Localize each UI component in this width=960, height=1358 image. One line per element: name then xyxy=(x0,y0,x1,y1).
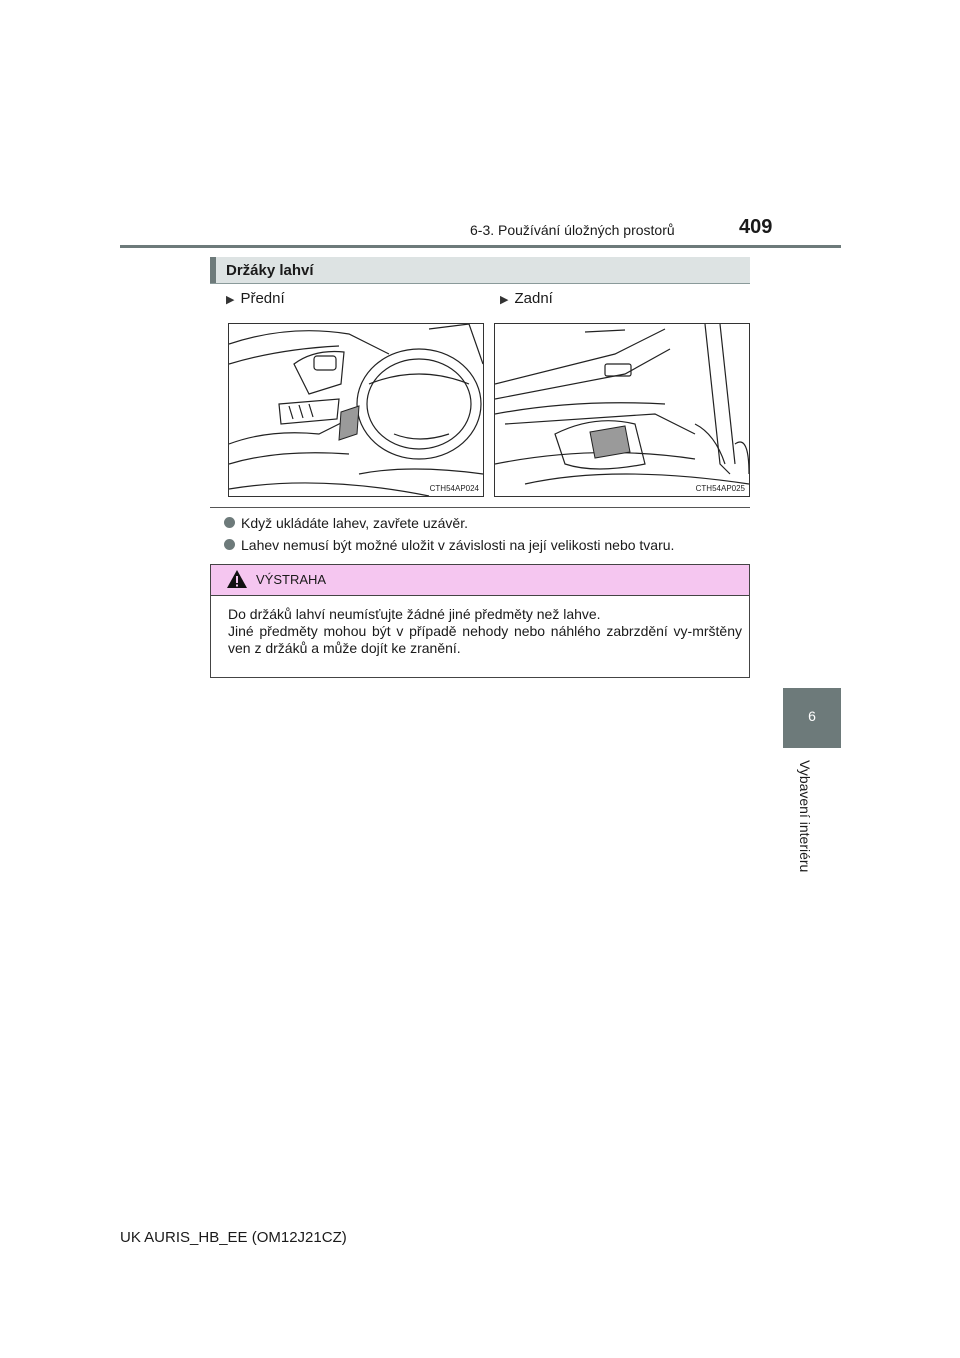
figure-divider xyxy=(210,507,750,508)
front-door-illustration xyxy=(229,324,483,496)
section-heading-bar xyxy=(210,257,216,283)
triangle-bullet-icon: ▶ xyxy=(226,294,235,306)
section-heading-text: Držáky lahví xyxy=(226,262,314,279)
figure-label-rear: ▶ Zadní xyxy=(500,290,553,307)
warning-title: VÝSTRAHA xyxy=(256,572,327,587)
bullet-dot-icon xyxy=(224,539,235,550)
warning-text: Do držáků lahví neumísťujte žádné jiné předměty než lahve. Jiné předměty mohou být v případě nehody nebo náhlého zabrzdění vy-mrštěny ven z držáků a může dojít ke zranění. xyxy=(228,606,742,656)
chapter-title: Vybavení interiéru xyxy=(797,760,813,873)
figure-rear-bottle-holder xyxy=(494,323,750,497)
figure-code: CTH54AP025 xyxy=(695,484,745,493)
bullet-dot-icon xyxy=(224,517,235,528)
header-section-title: 6-3. Používání úložných prostorů xyxy=(470,222,675,238)
warning-header xyxy=(211,565,749,596)
header-divider xyxy=(120,245,841,248)
chapter-tab: 6 xyxy=(783,688,841,748)
bullet-item: Když ukládáte lahev, zavřete uzávěr. xyxy=(224,515,468,531)
footer-document-code: UK AURIS_HB_EE (OM12J21CZ) xyxy=(120,1229,347,1246)
page-number: 409 xyxy=(739,216,773,238)
section-heading xyxy=(210,257,750,284)
figure-front-bottle-holder xyxy=(228,323,484,497)
warning-box xyxy=(210,564,750,678)
triangle-bullet-icon: ▶ xyxy=(500,294,509,306)
figure-code: CTH54AP024 xyxy=(429,484,479,493)
bullet-item: Lahev nemusí být možné uložit v závislosti na její velikosti nebo tvaru. xyxy=(224,537,674,553)
figure-label-front: ▶ Přední xyxy=(226,290,285,307)
rear-door-illustration xyxy=(495,324,749,496)
warning-triangle-icon xyxy=(226,569,248,589)
